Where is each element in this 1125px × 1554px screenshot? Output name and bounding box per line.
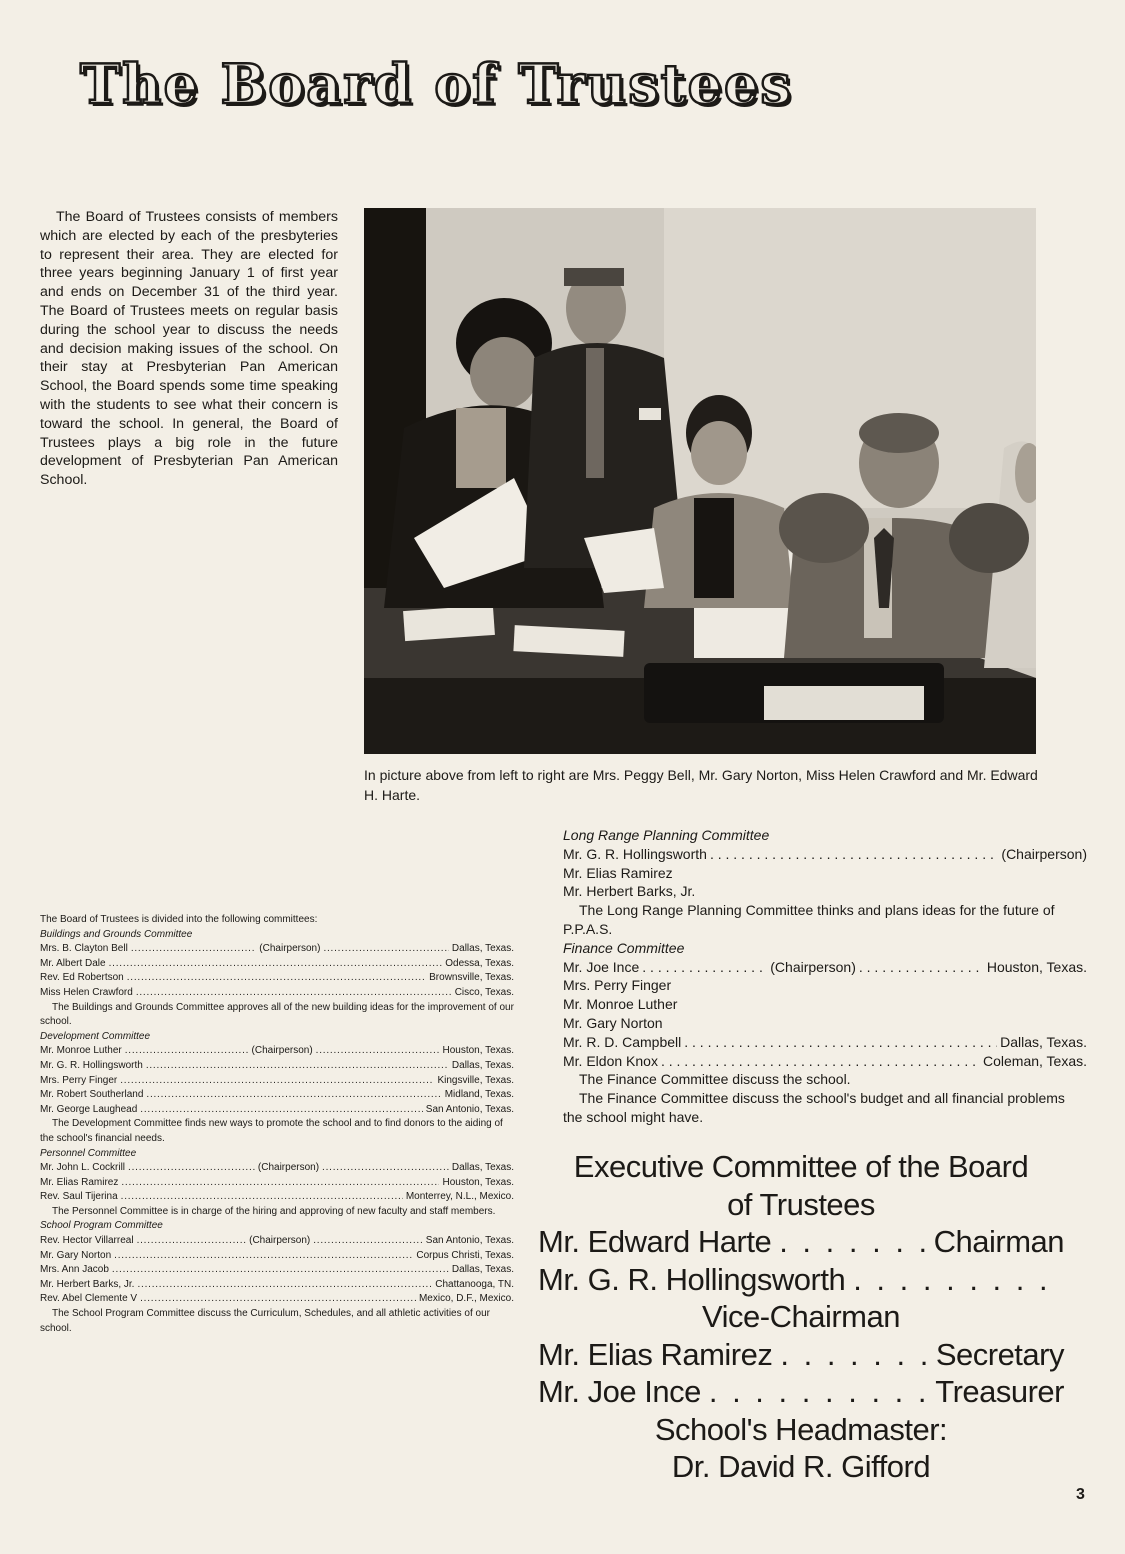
committee-member-row [40,1278,514,1293]
committee-member-row [563,1052,1087,1071]
headmaster-name: Dr. David R. Gifford [671,1449,931,1484]
committee-member-row [40,942,514,957]
development-committee-heading: Development Committee [40,1030,151,1042]
member-place: Odessa, Texas. [445,957,514,969]
member-name: Rev. Saul Tijerina [40,1191,118,1203]
member-place: Brownsville, Texas. [429,972,514,984]
member-name: Rev. Ed Robertson [40,972,124,984]
member-name: Mr. Eldon Knox [563,1052,658,1069]
member-place: Chattanooga, TN. [435,1278,514,1290]
officer-title: Chairman [933,1224,1064,1259]
committee-member: Mr. Gary Norton [563,1014,663,1031]
program-committee-heading: School Program Committee [40,1220,163,1232]
member-role: (Chairperson) [259,943,321,955]
finance-committee-heading: Finance Committee [563,939,685,956]
member-name: Mr. Monroe Luther [40,1045,122,1057]
committee-member: Mrs. Perry Finger [563,977,672,994]
member-name: Mr. G. R. Hollingsworth [40,1059,143,1071]
officer-name: Mr. Joe Ince [538,1374,701,1409]
committee-member-row [40,1044,514,1059]
committee-member-row [40,1263,514,1278]
committee-member-row [40,1249,514,1264]
member-place: Monterrey, N.L., Mexico. [405,1191,514,1203]
committee-member-row [40,1059,514,1074]
personnel-committee-description: The Personnel Committee is in charge of the hiring and approving of new faculty and staff members. [52,1205,496,1217]
officer-title: Vice-Chairman [702,1299,900,1334]
officer-row-treasurer [538,1373,1064,1411]
member-place: Dallas, Texas. [451,1059,514,1071]
committees-intro: The Board of Trustees is divided into the following committees: [40,914,318,925]
member-name: Mr. Robert Southerland [40,1089,144,1101]
committee-member: Mr. Monroe Luther [563,996,678,1013]
long-range-committee-description: The Long Range Planning Committee thinks and plans ideas for the future of P.P.A.S. [563,902,1055,937]
member-name: Rev. Hector Villarreal [40,1235,134,1247]
officer-name: Mr. Edward Harte [538,1224,772,1259]
committee-member-row [40,1176,514,1191]
officer-title: Treasurer [935,1374,1064,1409]
member-place: Coleman, Texas. [982,1052,1087,1069]
photo-caption: In picture above from left to right are Mrs. Peggy Bell, Mr. Gary Norton, Miss Helen Crawford and Mr. Edward H. Harte. [364,767,1038,803]
member-place: San Antonio, Texas. [425,1235,515,1247]
member-place: San Antonio, Texas. [425,1103,514,1115]
committee-member-row [40,986,514,1001]
board-photo [364,208,1036,754]
page-title: The Board of Trustees [80,52,793,116]
long-range-committee-heading: Long Range Planning Committee [563,827,770,843]
member-place: Cisco, Texas. [454,986,514,998]
committee-member-row [563,958,1087,977]
program-committee-description: The School Program Committee discuss the Curriculum, Schedules, and all athletic activities of our school. [40,1308,490,1334]
intro-paragraph: The Board of Trustees consists of members which are elected by each of the presbyteries to represent their area. They are elected for three years beginning January 1 of first year and ends on December 31 of the third year. The Board of Trustees meets on regular basis during the school year to discuss the needs and decision making issues of the school. On their stay at Presbyterian Pan American School, the Board spends some time speaking with the students to see what their concern is toward the school. In general, the Board of Trustees plays a big role in the future development of Presbyterian Pan American School. [40,209,338,489]
member-place: Dallas, Texas. [451,1264,514,1276]
member-name: Mr. John L. Cockrill [40,1162,126,1174]
member-role: (Chairperson) [770,958,856,975]
personnel-committee-heading: Personnel Committee [40,1147,137,1159]
member-name: Mrs. Ann Jacob [40,1264,109,1276]
finance-committee-description: The Finance Committee discuss the school. [579,1071,851,1088]
committee-member-row [40,1103,514,1118]
buildings-committee-heading: Buildings and Grounds Committee [40,928,193,940]
member-name: Mr. Elias Ramirez [40,1176,119,1188]
member-name: Rev. Abel Clemente V [40,1293,138,1305]
committee-member-row [40,1074,514,1089]
member-place: Houston, Texas. [442,1176,514,1188]
committee-member: Mr. Herbert Barks, Jr. [563,883,696,900]
committee-member: Mr. Elias Ramirez [563,864,673,881]
board-photo-image [364,208,1036,754]
officer-row-vice-chairman [538,1261,1064,1299]
executive-committee-heading: Executive Committee of the Board [573,1149,1029,1184]
development-committee-description: The Development Committee finds new ways to promote the school and to find donors to the aiding of the school's financial needs. [40,1118,503,1144]
committee-member-row [40,1190,514,1205]
member-name: Miss Helen Crawford [40,986,133,998]
member-name: Mrs. Perry Finger [40,1074,118,1086]
executive-committee [538,1148,1064,1486]
committee-member-row [40,971,514,986]
committee-list-left [40,913,514,1336]
finance-committee-description-2: The Finance Committee discuss the school's budget and all financial problems the school might have. [563,1090,1065,1125]
member-place: Dallas, Texas. [1000,1033,1087,1050]
committee-member-row [40,1161,514,1176]
committee-list-right [563,826,1087,1127]
officer-row-secretary [538,1336,1064,1374]
member-place: Dallas, Texas. [451,1162,514,1174]
member-name: Mr. George Laughead [40,1103,138,1115]
member-role: (Chairperson) [257,1162,320,1174]
committee-member-row [563,845,1087,864]
buildings-committee-description: The Buildings and Grounds Committee approves all of the new building ideas for the improvement of our school. [40,1001,514,1028]
member-role: (Chairperson) [251,1045,313,1057]
member-place: Kingsville, Texas. [437,1074,514,1086]
member-name: Mr. Gary Norton [40,1249,112,1261]
member-place: Houston, Texas. [442,1045,515,1057]
committee-member-row [40,1292,514,1307]
member-name: Mr. G. R. Hollingsworth [563,845,707,862]
member-role: (Chairperson) [249,1235,311,1247]
officer-name: Mr. G. R. Hollingsworth [538,1261,846,1297]
executive-committee-heading-line2: of Trustees [727,1186,875,1222]
member-place: Dallas, Texas. [451,943,514,955]
officer-name: Mr. Elias Ramirez [538,1336,773,1372]
member-place: Houston, Texas. [986,958,1087,975]
member-name: Mrs. B. Clayton Bell [40,943,128,955]
member-name: Mr. Joe Ince [563,958,640,975]
officer-title: Secretary [935,1336,1064,1372]
member-place: Mexico, D.F., Mexico. [418,1293,514,1305]
committee-member-row [40,957,514,972]
member-name: Mr. Herbert Barks, Jr. [40,1278,135,1290]
member-place: Midland, Texas. [444,1089,514,1101]
page-number: 3 [1076,1486,1085,1503]
member-role: (Chairperson) [1001,845,1087,862]
committee-member-row [40,1234,514,1249]
member-place: Corpus Christi, Texas. [416,1249,514,1261]
committee-member-row [563,1033,1087,1052]
member-name: Mr. Albert Dale [40,957,106,969]
member-name: Mr. R. D. Campbell [563,1033,682,1050]
committee-member-row [40,1088,514,1103]
headmaster-label: School's Headmaster: [654,1411,948,1447]
officer-row-chairman [538,1223,1064,1261]
